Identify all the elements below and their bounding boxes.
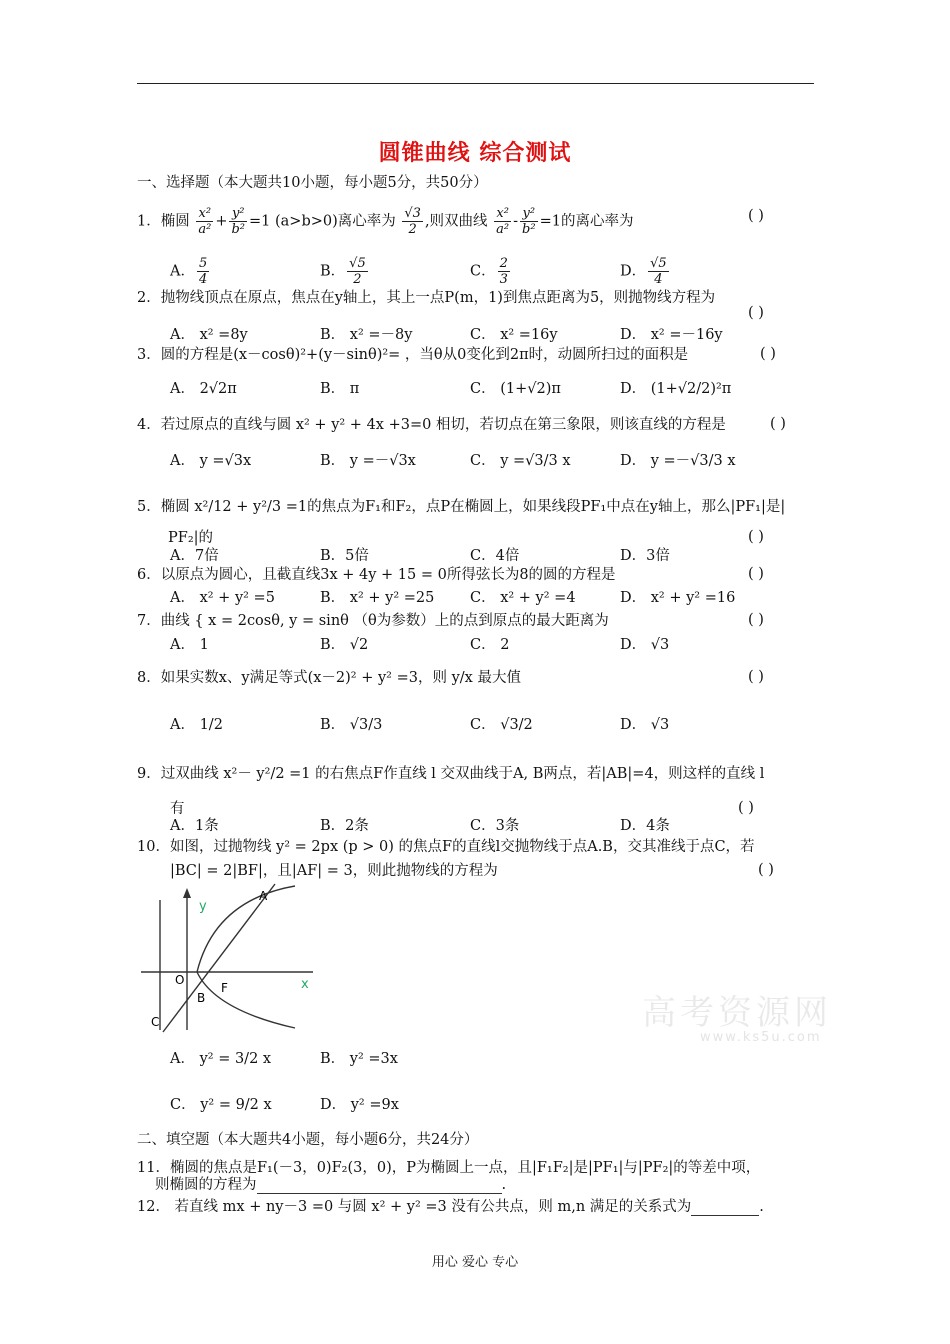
question-7: 7．曲线 { x = 2cosθ, y = sinθ （θ为参数）上的点到原点的最大距离为 — [137, 613, 609, 629]
q1-option-a: A． $\frac{5}{4}$ — [170, 256, 208, 287]
answer-paren-10: ( ) — [758, 862, 774, 878]
section-2-heading: 二、填空题（本大题共4小题，每小题6分，共24分） — [137, 1132, 479, 1148]
fig-label-y: y — [199, 899, 207, 914]
q5-option-b: B．5倍 — [320, 548, 369, 564]
q10-option-b: B． y² =3x — [320, 1051, 398, 1067]
answer-paren-9: ( ) — [738, 800, 754, 816]
q5-option-d: D．3倍 — [620, 548, 670, 564]
q8-option-a: A． 1/2 — [170, 717, 223, 733]
section-1-heading: 一、选择题（本大题共10小题，每小题5分，共50分） — [137, 175, 488, 191]
q3-option-a: A． 2√2π — [170, 381, 237, 397]
question-9-cont: 有 — [170, 801, 185, 817]
fig-label-b: B — [197, 991, 206, 1005]
answer-paren-2: ( ) — [748, 305, 764, 321]
answer-paren-4: ( ) — [770, 416, 786, 432]
fig-label-o: O — [175, 973, 185, 987]
question-11: 11．椭圆的焦点是F₁(－3，0)F₂(3，0)，P为椭圆上一点，且|F₁F₂|是|PF₁|与|PF₂|的等差中项， — [137, 1160, 761, 1176]
answer-paren-6: ( ) — [748, 566, 764, 582]
page-footer: 用心 爱心 专心 — [431, 1255, 519, 1270]
q1-option-b: B． $\frac{√5}{2}$ — [320, 256, 366, 287]
q8-option-b: B． √3/3 — [320, 717, 383, 733]
q1-option-c: C． $\frac{2}{3}$ — [470, 256, 508, 287]
q6-option-d: D． x² + y² =16 — [620, 590, 736, 606]
watermark-url: www.ks5u.com — [700, 1030, 822, 1045]
q4-option-a: A． y =√3x — [170, 453, 252, 469]
q1-option-d: D． $\frac{√5}{4}$ — [620, 256, 667, 287]
watermark-logo: 高考资源网 — [642, 993, 832, 1033]
fig-label-a: A — [259, 889, 268, 903]
answer-paren-1: ( ) — [748, 208, 764, 224]
question-8: 8．如果实数x、y满足等式(x－2)² + y² =3，则 y/x 最大值 — [137, 670, 521, 686]
question-4: 4．若过原点的直线与圆 x² + y² + 4x +3=0 相切，若切点在第三象限，则该直线的方程是 — [137, 417, 726, 433]
question-1: 1．椭圆 $\frac{\text{x²}}{\text{a²}}$ + $\frac{\text{y²}}{\text{b²}}$ =1 (a>b>0)离心率为 $\frac{√3}{2}$ ,则双曲线 $\frac{\text{x²}}{\text{a²}}$ - $\frac{\text{y²}}{\text{b²}}$ =1的离心率为 — [137, 206, 634, 237]
q6-option-b: B． x² + y² =25 — [320, 590, 435, 606]
header-rule — [137, 83, 814, 84]
q7-option-d: D． √3 — [620, 637, 670, 653]
q2-option-c: C． x² =16y — [470, 327, 558, 343]
q2-option-d: D． x² =－16y — [620, 327, 723, 343]
question-6: 6．以原点为圆心，且截直线3x + 4y + 15 = 0所得弦长为8的圆的方程是 — [137, 567, 616, 583]
q7-option-b: B． √2 — [320, 637, 369, 653]
fig-label-x: x — [301, 977, 309, 992]
answer-paren-7: ( ) — [748, 612, 764, 628]
q7-option-a: A． 1 — [170, 637, 209, 653]
q9-option-b: B．2条 — [320, 818, 369, 834]
q4-option-d: D． y =－√3/3 x — [620, 453, 736, 469]
q3-option-c: C． (1+√2)π — [470, 381, 561, 397]
answer-paren-3: ( ) — [760, 346, 776, 362]
page-title: 圆锥曲线 综合测试 — [378, 141, 572, 166]
q8-option-c: C． √3/2 — [470, 717, 533, 733]
q9-option-a: A．1条 — [170, 818, 219, 834]
question-9: 9．过双曲线 x²－ y²/2 =1 的右焦点F作直线 l 交双曲线于A, B两点，若|AB|=4，则这样的直线 l — [137, 766, 765, 782]
q10-option-a: A． y² = 3/2 x — [170, 1051, 272, 1067]
q8-option-d: D． √3 — [620, 717, 670, 733]
q7-option-c: C． 2 — [470, 637, 510, 653]
q10-option-d: D． y² =9x — [320, 1097, 399, 1113]
answer-paren-5: ( ) — [748, 529, 764, 545]
question-11-cont: 则椭圆的方程为 . — [155, 1177, 507, 1193]
q2-option-a: A． x² =8y — [170, 327, 248, 343]
q5-option-c: C．4倍 — [470, 548, 520, 564]
q6-option-a: A． x² + y² =5 — [170, 590, 275, 606]
question-5-cont: PF₂|的 — [168, 530, 214, 546]
question-2: 2．抛物线顶点在原点，焦点在y轴上，其上一点P(m，1)到焦点距离为5，则抛物线方程为 — [137, 290, 716, 306]
question-5: 5．椭圆 x²/12 + y²/3 =1的焦点为F₁和F₂，点P在椭圆上，如果线段PF₁中点在y轴上，那么|PF₁|是| — [137, 499, 786, 515]
q3-option-b: B． π — [320, 381, 360, 397]
q4-option-c: C． y =√3/3 x — [470, 453, 571, 469]
q10-option-c: C． y² = 9/2 x — [170, 1097, 272, 1113]
question-10-cont: |BC| = 2|BF|，且|AF| = 3，则此抛物线的方程为 — [170, 863, 498, 879]
q5-option-a: A．7倍 — [170, 548, 219, 564]
q6-option-c: C． x² + y² =4 — [470, 590, 576, 606]
question-3: 3．圆的方程是(x－cosθ)²+(y－sinθ)²= ，当θ从0变化到2π时，动圆所扫过的面积是 — [137, 347, 689, 363]
question-12: 12． 若直线 mx + ny－3 =0 与圆 x² + y² =3 没有公共点，则 m,n 满足的关系式为 . — [137, 1199, 764, 1215]
q9-option-c: C．3条 — [470, 818, 520, 834]
q9-option-d: D．4条 — [620, 818, 670, 834]
fig-label-f: F — [221, 981, 228, 995]
q2-option-b: B． x² =－8y — [320, 327, 413, 343]
parabola-figure — [135, 880, 320, 1040]
q3-option-d: D． (1+√2/2)²π — [620, 381, 732, 397]
question-10: 10．如图，过抛物线 y² = 2px (p > 0) 的焦点F的直线l交抛物线于点A.B，交其准线于点C，若 — [137, 839, 755, 855]
q4-option-b: B． y =－√3x — [320, 453, 416, 469]
answer-paren-8: ( ) — [748, 669, 764, 685]
fig-label-c: C — [151, 1015, 160, 1029]
